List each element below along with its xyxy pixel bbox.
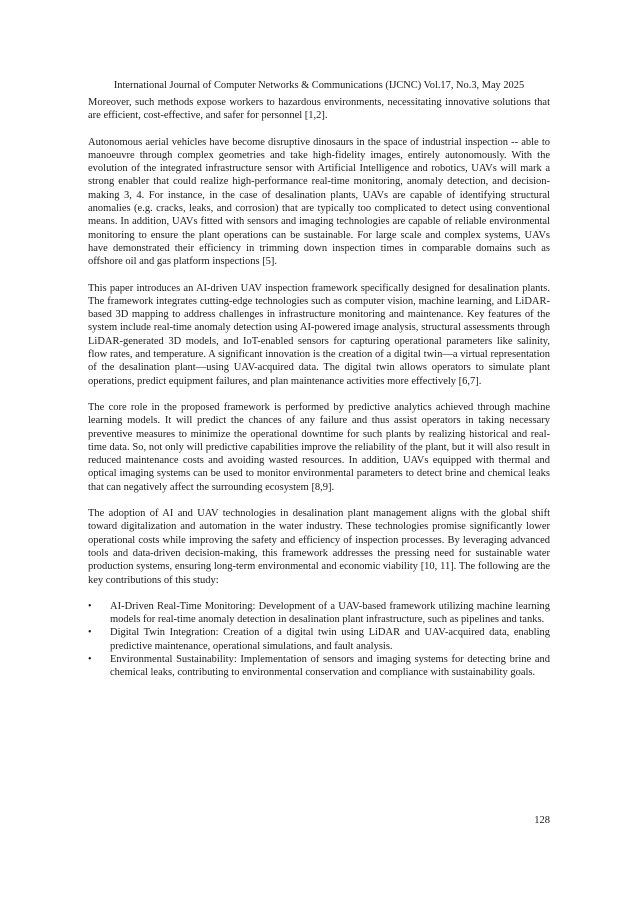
list-item-text: Environmental Sustainability: Implementation of sensors and imaging systems for detecting brine and chemical leaks, contributing to environmental conservation and compliance with sustainability goals. xyxy=(110,653,550,679)
paragraph-4: The core role in the proposed framework is performed by predictive analytics achieved through machine learning models. It will predict the chances of any failure and thus assist operators in taking necessary preventive measures to minimize the operational downtime for such plants by realizing historical and real-time data. So, not only will predictive capabilities improve the reliability of the plant, but it will also result in reduced maintenance costs and avoiding wasted resources. In addition, UAVs equipped with thermal and optical imaging systems can be used to monitor environmental parameters to detect brine and chemical leaks that can negatively affect the surrounding ecosystem [8,9]. xyxy=(88,401,550,493)
bullet-icon: • xyxy=(88,627,92,639)
bullet-icon: • xyxy=(88,600,92,612)
paragraph-3: This paper introduces an AI-driven UAV inspection framework specifically designed for desalination plants. The framework integrates cutting-edge technologies such as computer vision, machine learning, and LiDAR-based 3D mapping to address challenges in infrastructure monitoring and maintenance. Key features of the system include real-time anomaly detection using AI-powered image analysis, structural assessments through LiDAR-generated 3D models, and IoT-enabled sensors for capturing operational parameters like salinity, flow rates, and temperature. A significant innovation is the creation of a digital twin—a virtual representation of the desalination plant—using UAV-acquired data. The digital twin allows operators to simulate plant operations, predict equipment failures, and plan maintenance activities more effectively [6,7]. xyxy=(88,282,550,387)
list-item xyxy=(88,626,550,653)
paragraph-2: Autonomous aerial vehicles have become disruptive dinosaurs in the space of industrial inspection -- able to manoeuvre through complex geometries and take high-fidelity images, entirely autonomously. With the evolution of the integrated infrastructure sensor with Artificial Intelligence and robotics, UAVs will mark a strong enabler that could realize high-performance real-time monitoring, anomaly detection, and decision-making 3, 4. For instance, in the case of desalination plants, UAVs are capable of identifying structural anomalies (e.g. cracks, leaks, and corrosion) that are typically too complicated to detect using conventional means. In addition, UAVs fitted with sensors and imaging technologies are capable of reliable environmental monitoring to ensure the plant operations can be sustainable. For large scale and complex systems, UAVs have demonstrated their efficiency in trimming down inspection times in comparable domains such as offshore oil and gas platform inspections [5]. xyxy=(88,136,550,268)
list-item xyxy=(88,653,550,680)
bullet-icon: • xyxy=(88,653,92,665)
list-item xyxy=(88,600,550,627)
page-number: 128 xyxy=(534,815,550,826)
paragraph-1: Moreover, such methods expose workers to hazardous environments, necessitating innovative solutions that are efficient, cost-effective, and safer for personnel [1,2]. xyxy=(88,97,550,122)
list-item-text: AI-Driven Real-Time Monitoring: Development of a UAV-based framework utilizing machine learning models for real-time anomaly detection in desalination plant infrastructure, such as pipelines and tanks. xyxy=(110,600,550,626)
running-header: International Journal of Computer Networks & Communications (IJCNC) Vol.17, No.3, May 2025 xyxy=(113,80,525,91)
body-text xyxy=(88,96,550,680)
list-item-text: Digital Twin Integration: Creation of a digital twin using LiDAR and UAV-acquired data, enabling predictive maintenance, operational simulations, and fault analysis. xyxy=(110,627,550,652)
paragraph-5: The adoption of AI and UAV technologies in desalination plant management aligns with the global shift toward digitalization and automation in the water industry. These technologies promise significantly lower operational costs while improving the safety and efficiency of inspection processes. By leveraging advanced tools and data-driven decision-making, this framework addresses the pressing need for sustainable water production systems, ensuring long-term environmental and economic viability [10, 11]. The following are the key contributions of this study: xyxy=(88,508,550,586)
contributions-list xyxy=(88,600,550,680)
